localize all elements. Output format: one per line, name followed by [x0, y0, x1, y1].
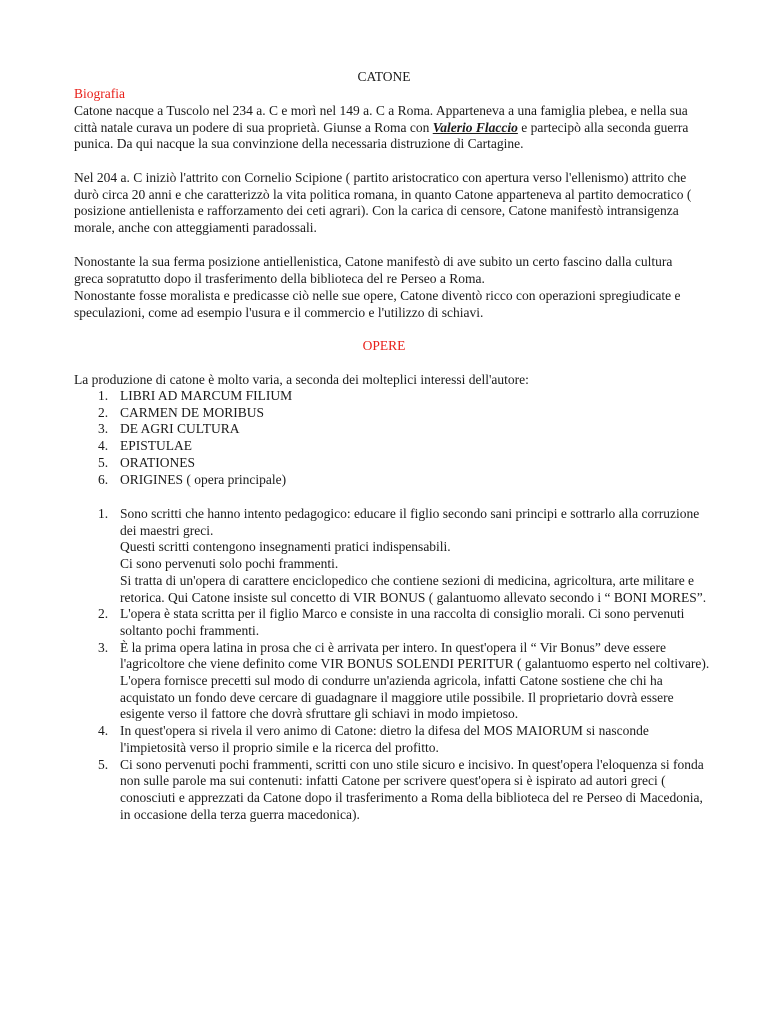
description-text: Sono scritti che hanno intento pedagogico: educare il figlio secondo sani principi e sottrarlo alla corruzione dei maestri greci. — [120, 506, 700, 538]
description-text: È la prima opera latina in prosa che ci è arrivata per intero. In quest'opera il “ Vir Bonus” deve essere l'agricoltore che viene definito come VIR BONUS SOLENDI PERITUR ( galantuomo esperto nel coltivare). — [120, 639, 710, 672]
biografia-heading: Biografia — [74, 86, 125, 101]
list-item — [74, 757, 714, 824]
list-item — [74, 405, 694, 422]
list-number: 1. — [98, 388, 109, 403]
description-text: Ci sono pervenuti pochi frammenti, scritti con uno stile sicuro e incisivo. In quest'opera l'eloquenza si fonda non sulle parole ma sui contenuti: infatti Catone per scrivere quest'opera si è ispirato ad autori greci ( conosciuti e apprezzati da Catone dopo il trasferimento a Roma della biblioteca del re Perseo di Macedonia, in occasione della terza guerra macedonica). — [120, 756, 704, 822]
list-number: 5. — [98, 454, 109, 470]
list-number: 4. — [98, 723, 109, 739]
work-title: DE AGRI CULTURA — [120, 421, 240, 437]
list-number: 3. — [98, 639, 109, 655]
description-text: L'opera è stata scritta per il figlio Marco e consiste in una raccolta di consiglio morali. Ci sono pervenuti soltanto pochi frammenti. — [120, 606, 685, 638]
bio-paragraph-2: Nel 204 a. C iniziò l'attrito con Cornelio Scipione ( partito aristocratico con apertura verso l'ellenismo) attrito che durò circa 20 anni e che caratterizzò la vita politica romana, in quanto Catone apparteneva al partito democratico ( posizione antiellenista e rafforzamento dei ceti agrari). Con la carica di censore, Catone manifestò intransigenza morale, anche con atteggiamenti paradossali. — [74, 170, 692, 236]
bio-p1-text-b: e partecipò alla seconda guerra punica. Da qui nacque la sua convinzione della necessaria distruzione di Cartagine. — [74, 119, 689, 152]
descriptions-list — [74, 506, 714, 823]
valerio-flaccio-name: Valerio Flaccio — [432, 119, 518, 135]
list-number: 1. — [98, 506, 109, 521]
bio-p1-text-a: Catone nacque a Tuscolo nel 234 a. C e morì nel 149 a. C a Roma. Apparteneva a una famiglia plebea, e nella sua città natale curava un podere di sua proprietà. Giunse a Roma con — [74, 103, 688, 135]
list-item — [74, 438, 694, 455]
description-text: L'opera fornisce precetti sul modo di condurre un'azienda agricola, infatti Catone sostiene che chi ha acquistato un fondo deve cercare di guadagnare il maggiore utile possibile. Il proprietario dovrà essere esigente verso il fattore che dovrà sfruttare gli schiavi in modo impietoso. — [120, 673, 674, 722]
work-title: CARMEN DE MORIBUS — [120, 404, 265, 420]
works-list — [74, 388, 694, 488]
list-item — [74, 472, 694, 489]
work-title: ORIGINES ( opera principale) — [120, 471, 287, 487]
list-item — [74, 455, 694, 472]
list-item — [74, 723, 714, 756]
description-text: In quest'opera si rivela il vero animo di Catone: dietro la difesa del MOS MAIORUM si nasconde l'impietosità verso il proprio simile e la ricerca del profitto. — [120, 723, 649, 755]
list-item — [74, 421, 694, 438]
work-title: ORATIONES — [120, 454, 196, 470]
list-item — [74, 606, 714, 639]
list-item — [74, 506, 714, 606]
list-number: 2. — [98, 606, 109, 622]
list-number: 5. — [98, 756, 109, 772]
list-number: 6. — [98, 471, 109, 487]
list-number: 3. — [98, 421, 109, 437]
list-number: 4. — [98, 438, 109, 454]
description-text: Questi scritti contengono insegnamenti pratici indispensabili. — [120, 539, 451, 555]
description-text: Si tratta di un'opera di carattere enciclopedico che contiene sezioni di medicina, agricoltura, arte militare e retorica. Qui Catone insiste sul concetto di VIR BONUS ( galantuomo allevato secondo i “ BONI MORES”. — [120, 572, 707, 605]
list-item — [74, 388, 694, 405]
bio-paragraph-3: Nonostante la sua ferma posizione antiellenistica, Catone manifestò di ave subito un certo fascino dalla cultura greca sopratutto dopo il trasferimento della biblioteca del re Perseo a Roma. — [74, 254, 673, 286]
description-text: Ci sono pervenuti solo pochi frammenti. — [120, 556, 339, 572]
opere-intro: La produzione di catone è molto varia, a seconda dei molteplici interessi dell'autore: — [74, 372, 529, 387]
work-title: LIBRI AD MARCUM FILIUM — [120, 388, 293, 403]
opere-heading: OPERE — [362, 338, 406, 353]
bio-paragraph-1 — [74, 103, 694, 153]
bio-paragraph-4: Nonostante fosse moralista e predicasse ciò nelle sue opere, Catone diventò ricco con operazioni spregiudicate e speculazioni, come ad esempio l'usura e il commercio e l'utilizzo di schiavi. — [74, 288, 681, 320]
list-item — [74, 640, 714, 724]
list-number: 2. — [98, 404, 109, 420]
document-title: CATONE — [357, 69, 411, 84]
work-title: EPISTULAE — [120, 438, 192, 454]
